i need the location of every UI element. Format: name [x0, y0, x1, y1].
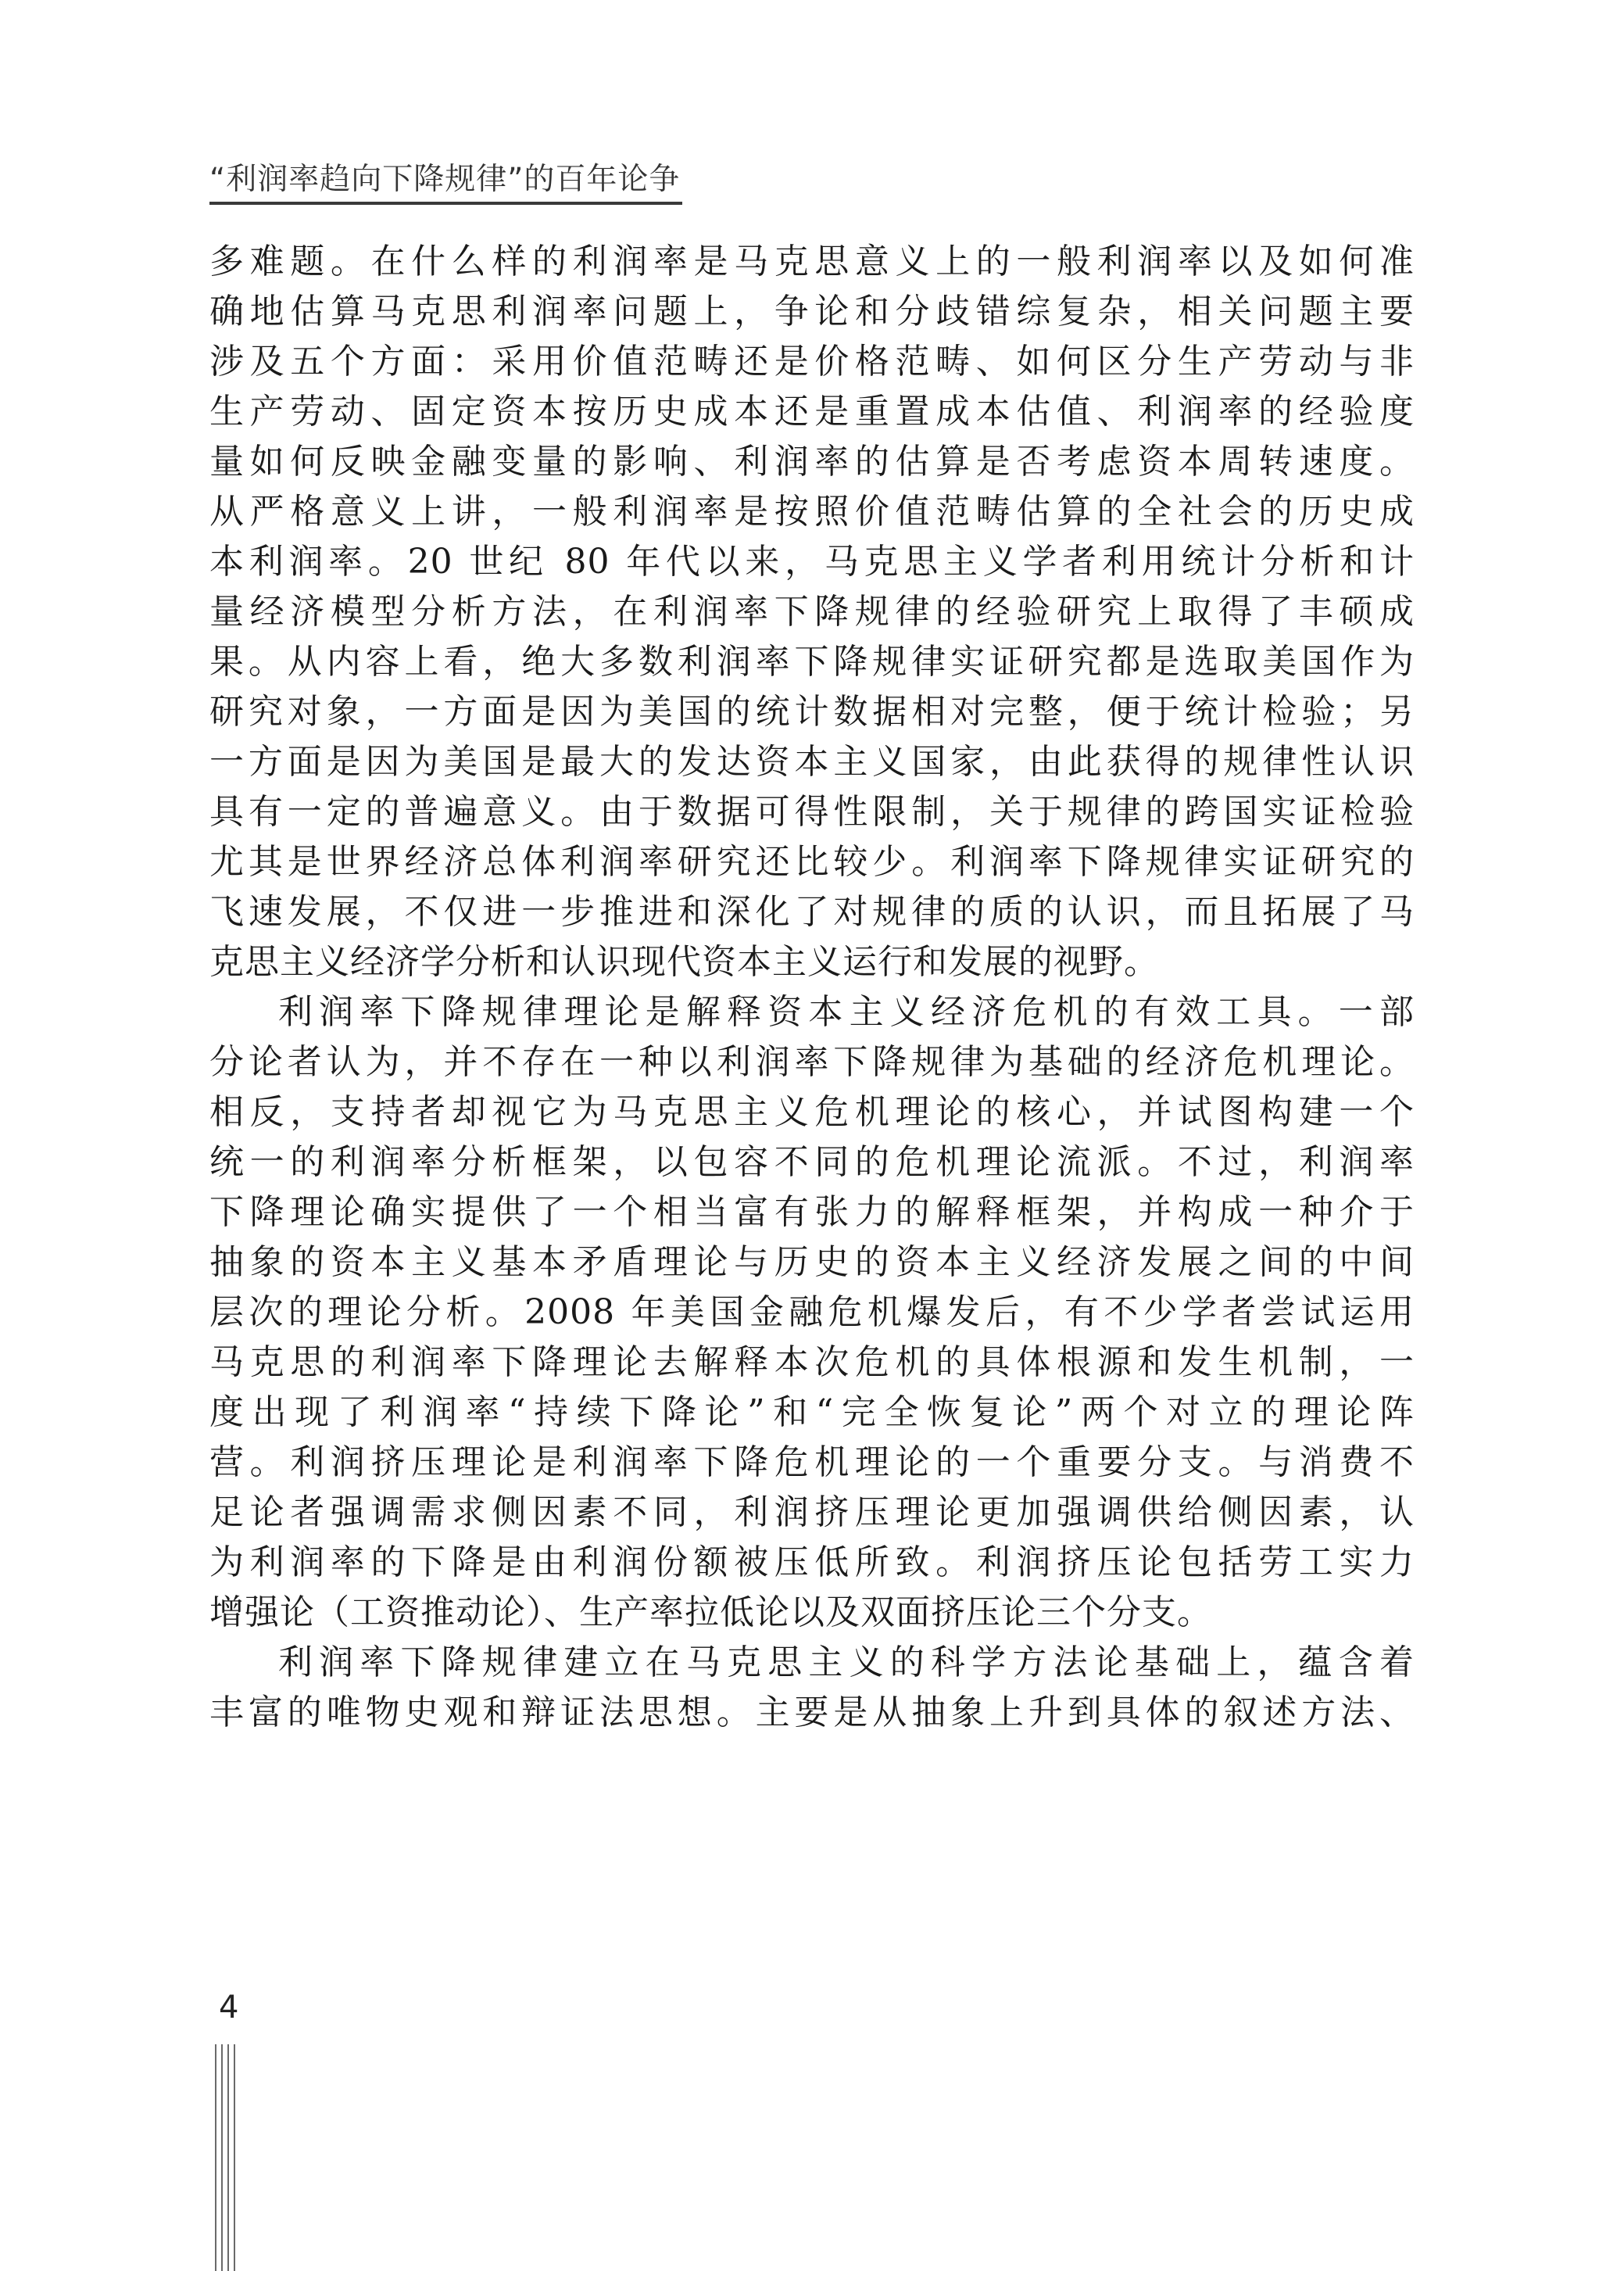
page-number: 4 — [219, 1990, 239, 2026]
text-line: 统一的利润率分析框架，以包容不同的危机理论流派。不过，利润率 — [209, 1142, 1415, 1182]
text-line: 克思主义经济学分析和认识现代资本主义运行和发展的视野。 — [209, 942, 1159, 982]
text-line: 度出现了利润率“持续下降论”和“完全恢复论”两个对立的理论阵 — [209, 1392, 1415, 1432]
text-line: 利润率下降规律建立在马克思主义的科学方法论基础上，蕴含着 — [278, 1642, 1415, 1682]
body-text — [209, 237, 1415, 1738]
text-line: 抽象的资本主义基本矛盾理论与历史的资本主义经济发展之间的中间 — [209, 1242, 1415, 1282]
text-line: 足论者强调需求侧因素不同，利润挤压理论更加强调供给侧因素，认 — [209, 1492, 1415, 1532]
text-line: 确地估算马克思利润率问题上，争论和分歧错综复杂，相关问题主要 — [209, 292, 1415, 331]
text-line: 分论者认为，并不存在一种以利润率下降规律为基础的经济危机理论。 — [209, 1042, 1415, 1082]
text-line: 涉及五个方面：采用价值范畴还是价格范畴、如何区分生产劳动与非 — [209, 342, 1415, 381]
text-line: 研究对象，一方面是因为美国的统计数据相对完整，便于统计检验；另 — [209, 692, 1415, 732]
text-line: 利润率下降规律理论是解释资本主义经济危机的有效工具。一部 — [278, 992, 1415, 1032]
text-line: 果。从内容上看，绝大多数利润率下降规律实证研究都是选取美国作为 — [209, 642, 1415, 682]
text-line: 从严格意义上讲，一般利润率是按照价值范畴估算的全社会的历史成 — [209, 492, 1415, 532]
running-head: “利润率趋向下降规律”的百年论争 — [209, 162, 681, 197]
text-line: 量经济模型分析方法，在利润率下降规律的经验研究上取得了丰硕成 — [209, 592, 1415, 632]
text-line: 本利润率。20 世纪 80 年代以来，马克思主义学者利用统计分析和计 — [209, 542, 1415, 582]
text-line: 飞速发展，不仅进一步推进和深化了对规律的质的认识，而且拓展了马 — [209, 892, 1415, 932]
text-line: 丰富的唯物史观和辩证法思想。主要是从抽象上升到具体的叙述方法、 — [209, 1693, 1415, 1732]
text-line: 一方面是因为美国是最大的发达资本主义国家，由此获得的规律性认识 — [209, 742, 1415, 782]
text-line: 营。利润挤压理论是利润率下降危机理论的一个重要分支。与消费不 — [209, 1442, 1415, 1482]
text-line: 生产劳动、固定资本按历史成本还是重置成本估值、利润率的经验度 — [209, 392, 1415, 432]
text-line: 具有一定的普遍意义。由于数据可得性限制，关于规律的跨国实证检验 — [209, 792, 1415, 832]
text-line: 相反，支持者却视它为马克思主义危机理论的核心，并试图构建一个 — [209, 1092, 1415, 1132]
text-line: 多难题。在什么样的利润率是马克思意义上的一般利润率以及如何准 — [209, 242, 1415, 281]
text-line: 增强论（工资推动论）、生产率拉低论以及双面挤压论三个分支。 — [209, 1592, 1212, 1632]
text-line: 马克思的利润率下降理论去解释本次危机的具体根源和发生机制，一 — [209, 1342, 1415, 1382]
text-line: 尤其是世界经济总体利润率研究还比较少。利润率下降规律实证研究的 — [209, 842, 1415, 882]
text-line: 为利润率的下降是由利润份额被压低所致。利润挤压论包括劳工实力 — [209, 1542, 1415, 1582]
text-line: 量如何反映金融变量的影响、利润率的估算是否考虑资本周转速度。 — [209, 442, 1415, 482]
text-line: 层次的理论分析。2008 年美国金融危机爆发后，有不少学者尝试运用 — [209, 1292, 1415, 1332]
text-line: 下降理论确实提供了一个相当富有张力的解释框架，并构成一种介于 — [209, 1192, 1415, 1232]
header-rule — [209, 202, 682, 205]
margin-decoration-lines — [215, 2044, 246, 2271]
